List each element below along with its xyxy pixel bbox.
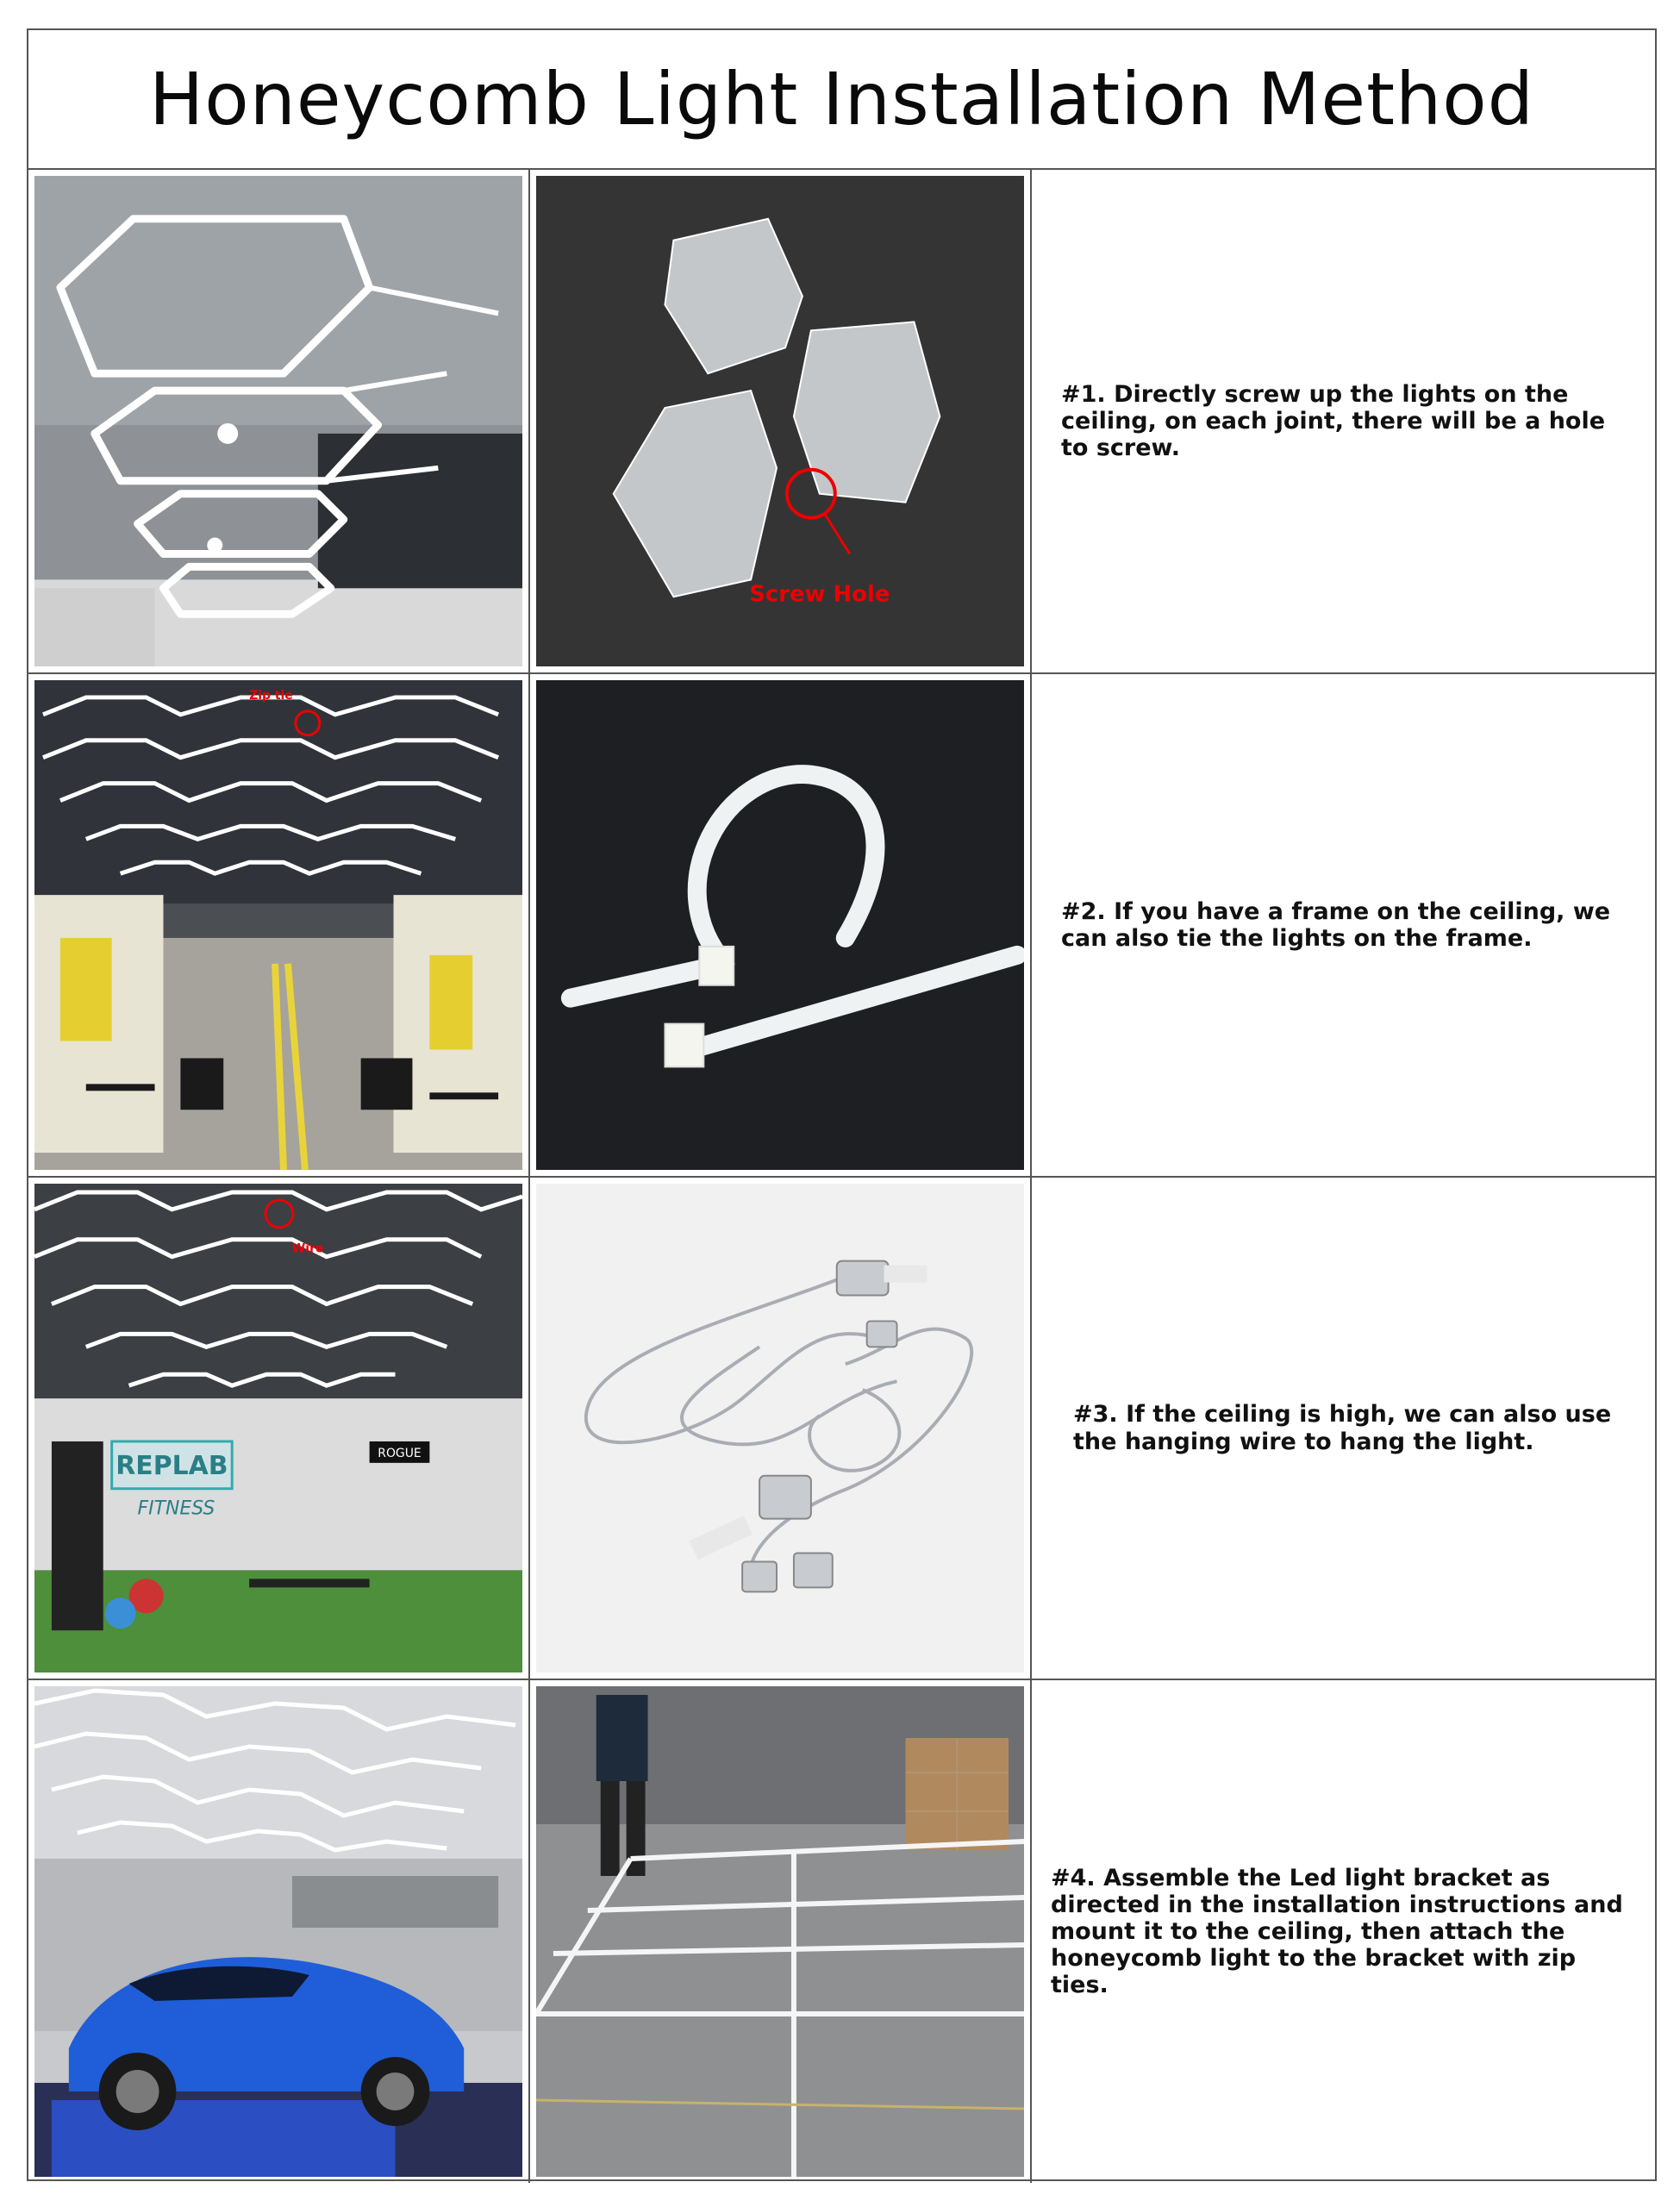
step-4-bracket-cell [530,1680,1032,2183]
title-row [28,30,1655,170]
step-4-photo-cell [28,1680,530,2183]
step-row-1 [28,170,1655,674]
step-3-wire-cell [530,1178,1032,1679]
connector-joint-photo [536,176,1024,666]
step-row-4 [28,1680,1655,2183]
screw-hole-label: Screw Hole [749,581,890,608]
gym-frame-photo [34,680,522,1170]
hanging-wire-photo [536,1184,1024,1672]
instruction-sheet [27,28,1657,2181]
zip-tie-photo [536,680,1024,1170]
step-2-zip-tie-cell [530,674,1032,1176]
step-4-text-cell [1032,1680,1657,2183]
step-4-text: #4. Assemble the Led light bracket as directed in the installation instructions and mount it to the ceiling, then attach the honeycomb light to the bracket with zip ties. [1051,1864,1623,1999]
gym-brand-text: ROGUE [378,1446,422,1460]
gym-sign-sub-text: FITNESS [137,1497,215,1520]
step-1-text-cell [1032,170,1657,672]
step-2-text: #2. If you have a frame on the ceiling, we can also tie the lights on the frame. [1061,897,1611,952]
gym-sign-text: REPLAB [116,1450,228,1481]
step-3-photo-cell [28,1178,530,1679]
gym-hanging-photo [34,1184,522,1672]
wire-label: Wire [291,1241,324,1256]
zip-tie-label: Zip tie [249,688,293,703]
step-3-text: #3. If the ceiling is high, we can also use the hanging wire to hang the light. [1073,1401,1612,1455]
step-row-2 [28,674,1655,1178]
bracket-assembly-photo [536,1686,1024,2177]
garage-car-photo [34,1686,522,2177]
step-2-photo-cell [28,674,530,1176]
step-row-3 [28,1178,1655,1680]
step-1-text: #1. Directly screw up the lights on the ceiling, on each joint, there will be a hole to screw. [1061,380,1606,462]
page-title: Honeycomb Light Installation Method [149,57,1534,141]
step-1-photo-cell [28,170,530,672]
step-2-text-cell [1032,674,1657,1176]
step-1-connector-cell [530,170,1032,672]
step-3-text-cell [1032,1178,1657,1679]
ceiling-hexagon-photo [34,176,522,666]
